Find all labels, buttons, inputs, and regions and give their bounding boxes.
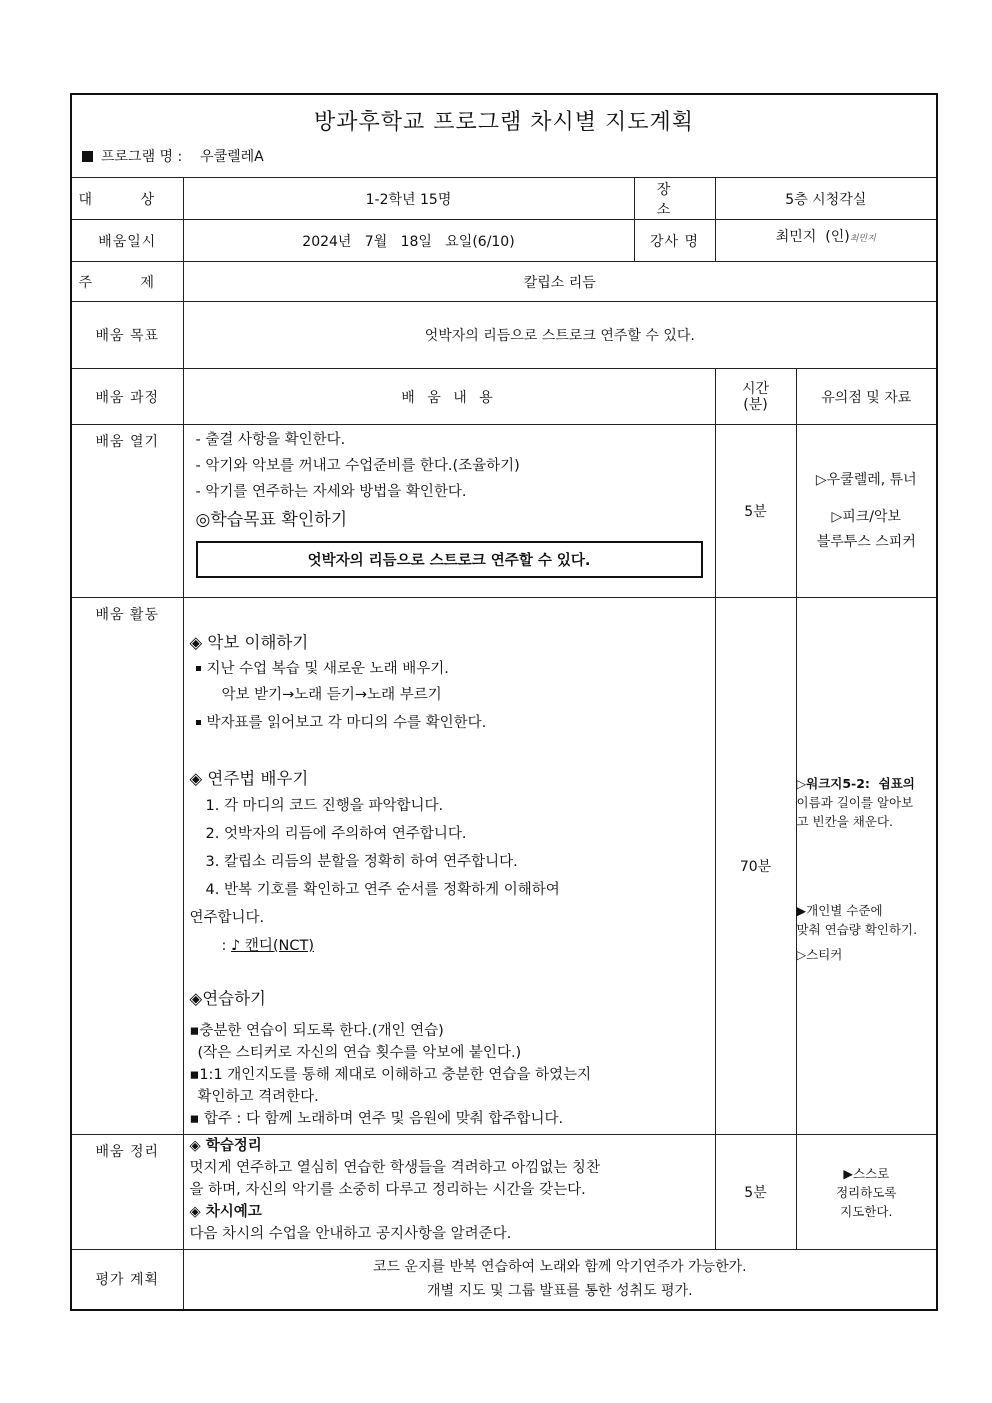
activity-content [184, 598, 715, 1134]
closing-heading-2: ◈ 차시예고 [189, 1204, 262, 1220]
square-bullet-icon [82, 151, 93, 162]
teacher-value: 최민지 (인) [775, 229, 850, 245]
subject-value: 칼립소 리듬 [183, 262, 937, 302]
closing-line-1: 멋지게 연주하고 열심히 연습한 학생들을 격려하고 아낌없는 칭찬 [189, 1160, 600, 1176]
section-practice-heading: ◈연습하기 [189, 989, 266, 1008]
teacher-label: 강사 명 [634, 220, 715, 262]
opening-goal-box: 엇박자의 리듬으로 스트로크 연주할 수 있다. [196, 541, 703, 578]
target-value: 1-2학년 15명 [183, 178, 634, 220]
song-title: ♪ 캔디(NCT) [231, 938, 315, 954]
header-content: 배 움 내 용 [183, 369, 715, 425]
opening-row [71, 425, 937, 598]
date-label: 배움일시 [71, 220, 183, 262]
subject-label: 주 제 [78, 274, 176, 291]
opening-note-3: 블루투스 스피커 [816, 533, 916, 550]
closing-time: 5분 [715, 1135, 796, 1250]
page-title: 방과후학교 프로그램 차시별 지도계획 [314, 110, 695, 135]
activity-label: 배움 활동 [71, 598, 183, 1135]
list-item: 박자표를 읽어보고 각 마디의 수를 확인한다. [190, 710, 709, 736]
closing-line-2: 을 하며, 자신의 악기를 소중히 다루고 정리하는 시간을 갖는다. [189, 1182, 586, 1198]
header-process: 배움 과정 [71, 369, 183, 425]
teacher-signature: 최민지 [849, 234, 876, 244]
activity-note-1: ▷워크지5-2: 쉼표의 이름과 길이를 알아보 고 빈칸을 채운다. [796, 776, 915, 829]
date-value: 2024년 7월 18일 요일(6/10) [183, 220, 634, 262]
lesson-plan-table [70, 93, 938, 1311]
goal-label: 배움 목표 [71, 302, 183, 369]
header-notes: 유의점 및 자료 [796, 369, 937, 425]
activity-time: 70분 [715, 598, 796, 1135]
place-value: 5층 시청각실 [715, 178, 937, 220]
opening-line-3: - 악기를 연주하는 자세와 방법을 확인한다. [195, 484, 467, 500]
song-line: : ♪ 캔디(NCT) [221, 938, 315, 954]
evaluation-line-1: 코드 운지를 반복 연습하여 노래와 함께 악기연주가 가능한가. [372, 1259, 747, 1276]
program-name [72, 136, 936, 166]
closing-heading-1: ◈ 학습정리 [189, 1138, 262, 1154]
closing-notes: ▶스스로 정리하도록 지도한다. [796, 1135, 937, 1250]
closing-label: 배움 정리 [71, 1135, 183, 1250]
program-value: 우쿨렐레A [200, 149, 264, 165]
teacher-cell [715, 220, 937, 262]
target-row [71, 178, 937, 220]
list-item: 악보 받기→노래 듣기→노래 부르기 [221, 687, 442, 703]
activity-row [71, 598, 937, 1135]
opening-goal-heading: ◎학습목표 확인하기 [195, 510, 348, 530]
list-item: 2. 엇박자의 리듬에 주의하여 연주합니다. [205, 826, 467, 842]
opening-time: 5분 [715, 425, 796, 598]
closing-row [71, 1135, 937, 1250]
list-item: (작은 스티커로 자신의 연습 횟수를 악보에 붙인다.) [197, 1045, 522, 1061]
evaluation-row [71, 1250, 937, 1310]
header-row [71, 369, 937, 425]
title-row [71, 94, 937, 178]
activity-note-3: ▷스티커 [796, 947, 843, 962]
opening-content [184, 425, 715, 539]
opening-line-2: - 악기와 악보를 꺼내고 수업준비를 한다.(조율하기) [195, 458, 520, 474]
subject-row [71, 262, 937, 302]
program-label: 프로그램 명 : [101, 149, 183, 165]
activity-notes [796, 598, 937, 1135]
section-technique-heading: ◈ 연주법 배우기 [189, 769, 309, 788]
list-item: 지난 수업 복습 및 새로운 노래 배우기. [190, 656, 709, 682]
opening-note-1: ▷우쿨렐레, 튜너 [815, 471, 917, 488]
square-bullet-icon [196, 666, 201, 671]
list-item: ▪충분한 연습이 되도록 한다.(개인 연습) [189, 1023, 444, 1039]
opening-line-1: - 출결 사항을 확인한다. [195, 432, 346, 448]
opening-label: 배움 열기 [71, 425, 183, 598]
date-row [71, 220, 937, 262]
opening-note-2: ▷피크/악보 [831, 508, 902, 525]
square-bullet-icon [196, 720, 201, 725]
list-item: 확인하고 격려한다. [197, 1089, 319, 1105]
evaluation-label: 평가 계획 [71, 1250, 183, 1310]
goal-row [71, 302, 937, 369]
lesson-plan-document [70, 93, 936, 1311]
header-time: 시간 (분) [715, 369, 796, 425]
target-label: 대 상 [78, 191, 176, 208]
activity-note-2: ▶개인별 수준에 맞춰 연습량 확인하기. [796, 903, 918, 937]
closing-line-3: 다음 차시의 수업을 안내하고 공지사항을 알려준다. [189, 1226, 512, 1242]
evaluation-content [183, 1250, 937, 1310]
goal-value: 엇박자의 리듬으로 스트로크 연주할 수 있다. [183, 302, 937, 369]
list-item: 1. 각 마디의 코드 진행을 파악합니다. [205, 798, 444, 814]
list-item: ▪1:1 개인지도를 통해 제대로 이해하고 충분한 연습을 하였는지 [189, 1067, 592, 1083]
closing-content [184, 1135, 715, 1249]
list-item: ▪ 합주 : 다 함께 노래하며 연주 및 음원에 맞춰 합주합니다. [189, 1111, 564, 1127]
place-label: 장 소 [656, 181, 693, 218]
list-item: 3. 칼립소 리듬의 분할을 정확히 하여 연주합니다. [205, 854, 518, 870]
section-score-heading: ◈ 악보 이해하기 [189, 633, 309, 652]
evaluation-line-2: 개별 지도 및 그룹 발표를 통한 성취도 평가. [427, 1283, 693, 1300]
list-item: 연주합니다. [189, 910, 265, 926]
opening-notes [796, 425, 937, 598]
list-item: 4. 반복 기호를 확인하고 연주 순서를 정확하게 이해하여 [205, 882, 560, 898]
